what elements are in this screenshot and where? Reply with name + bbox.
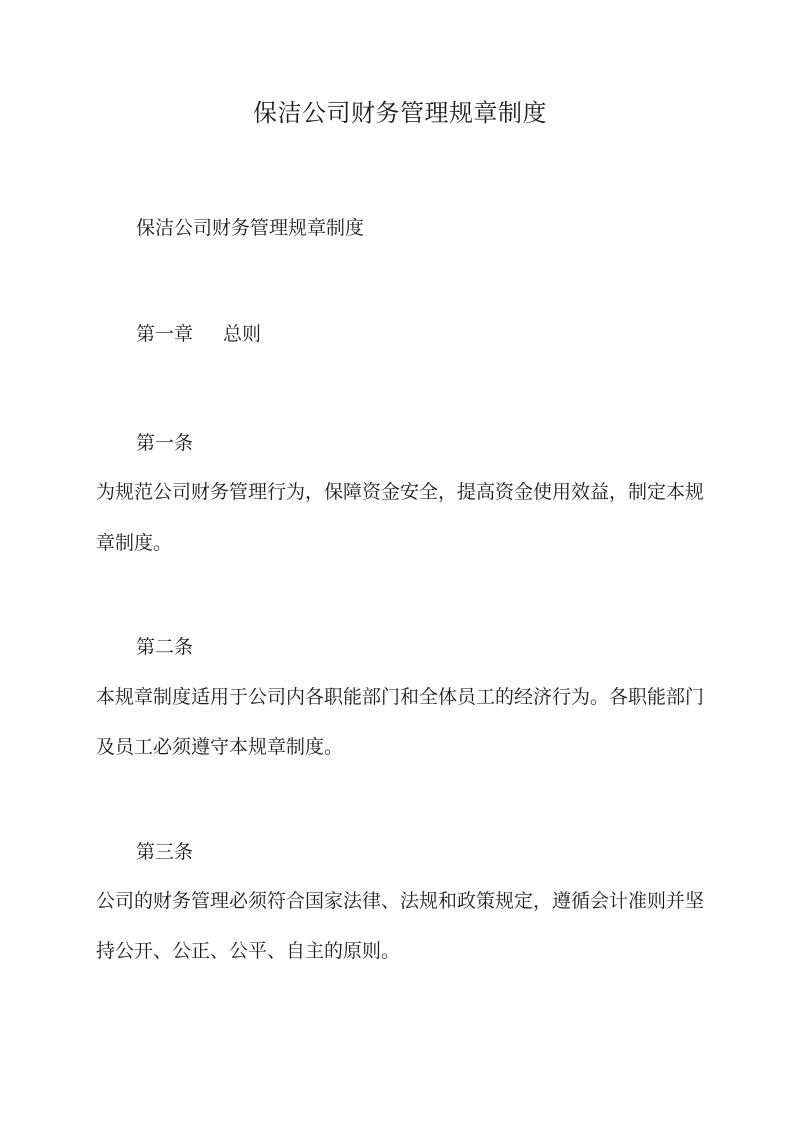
article-3-heading: 第三条 <box>136 841 194 863</box>
article-2-line-1: 本规章制度适用于公司内各职能部门和全体员工的经济行为。各职能部门 <box>96 686 705 708</box>
chapter-name: 总则 <box>223 323 262 345</box>
chapter-heading <box>136 320 261 348</box>
article-1-line-2: 章制度。 <box>96 532 173 554</box>
article-2-heading: 第二条 <box>136 636 194 658</box>
chapter-number: 第一章 <box>136 323 194 345</box>
document-subtitle: 保洁公司财务管理规章制度 <box>136 217 365 239</box>
article-1-heading: 第一条 <box>136 432 194 454</box>
article-3-line-1: 公司的财务管理必须符合国家法律、法规和政策规定，遵循会计准则并坚 <box>96 890 705 912</box>
document-title: 保洁公司财务管理规章制度 <box>253 99 547 127</box>
article-1-line-1: 为规范公司财务管理行为，保障资金安全，提高资金使用效益，制定本规 <box>96 481 705 503</box>
article-2-line-2: 及员工必须遵守本规章制度。 <box>96 736 344 758</box>
article-3-line-2: 持公开、公正、公平、自主的原则。 <box>96 940 401 962</box>
